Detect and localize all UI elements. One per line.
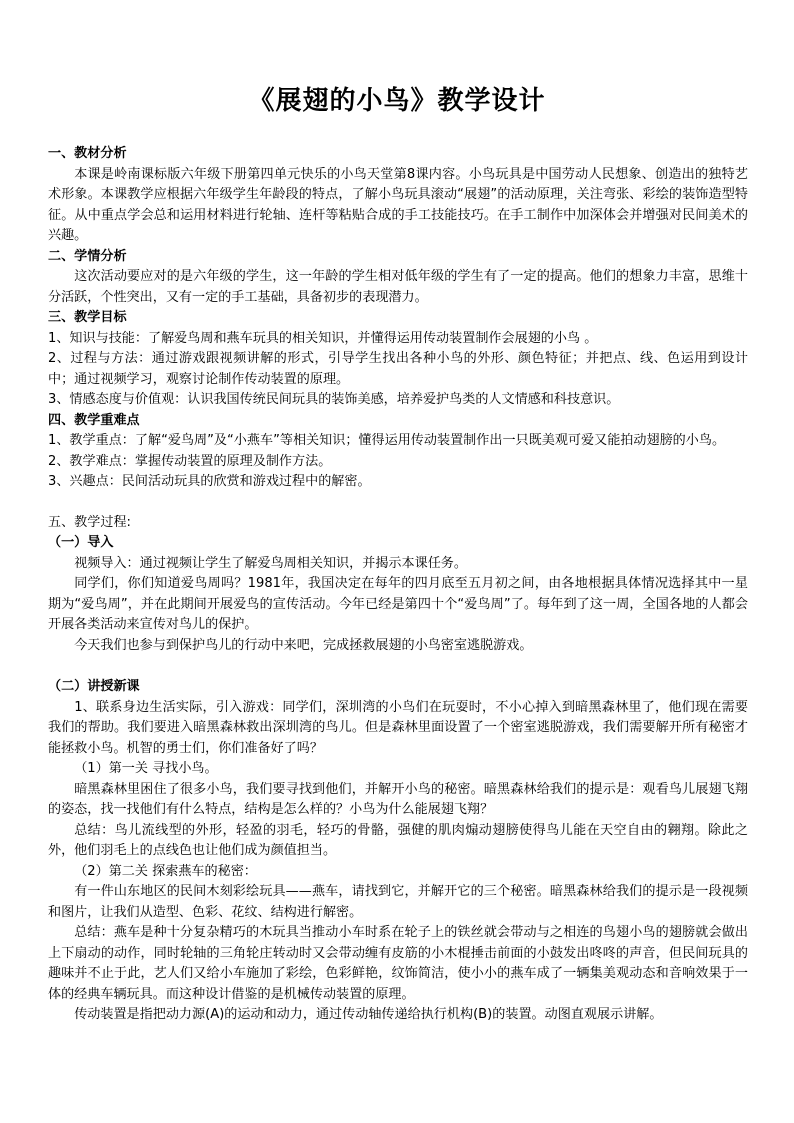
paragraph-new-lesson: 传动装置是指把动力源(A)的运动和动力，通过传动轴传递给执行机构(B)的装置。动图直观展示讲解。 [74,1007,663,1022]
paragraph-intro: 视频导入：通过视频让学生了解爱鸟周相关知识，并揭示本课任务。 [74,555,467,571]
document-body [48,144,748,1026]
section-heading-objectives: 三、教学目标 [48,310,127,325]
paragraph-new-lesson: 总结：燕车是种十分复杂精巧的木玩具当推动小车时系在轮子上的铁丝就会带动与之相连的鸟翅小鸟的翅膀就会做出上下扇动的动作，同时轮轴的三角轮庄转动时又会带动缠有皮筋的小木棍捶击前面的小鼓发出咚咚的声音，但民间玩具的趣味并不止于此，艺人们又给小车施加了彩绘，色彩鲜艳，纹饰简洁，使小小的燕车成了一辆集美观动态和音响效果于一体的经典车辆玩具。而这种设计借鉴的是机械传动装置的原理。 [48,925,748,1002]
section-heading-process: 五、教学过程: [48,514,131,530]
objective-item: 1、知识与技能：了解爱鸟周和燕车玩具的相关知识，并懂得运用传动装置制作会展翅的小鸟 。 [48,330,598,346]
key-point-item: 1、教学重点：了解“爱鸟周”及“小燕车”等相关知识；懂得运用传动装置制作出一只既美观可爱又能拍动翅膀的小鸟。 [48,433,726,448]
document-title: 《展翅的小鸟》教学设计 [248,86,546,116]
spacer [48,656,748,677]
paragraph-new-lesson: 1、联系身边生活实际，引入游戏：同学们，深圳湾的小鸟们在玩耍时，不小心掉入到暗黑森林里了，他们现在需要我们的帮助。我们要进入暗黑森林救出深圳湾的鸟儿。但是森林里面设置了一个密室逃脱游戏，我们需要解开所有秘密才能拯救小鸟。机智的勇士们，你们准备好了吗？ [48,699,748,756]
subsection-heading-new-lesson: （二）讲授新课 [48,679,140,694]
paragraph-new-lesson: 有一件山东地区的民间木刻彩绘玩具——燕车，请找到它，并解开它的三个秘密。暗黑森林给我们的提示是一段视频和图片，让我们从造型、色彩、花纹、结构进行解密。 [48,884,748,920]
paragraph-new-lesson: 总结：鸟儿流线型的外形，轻盈的羽毛，轻巧的骨骼，强健的肌肉煽动翅膀使得鸟儿能在天空自由的翱翔。除此之外，他们羽毛上的点线色也让他们成为颜值担当。 [48,822,748,858]
paragraph-intro: 同学们，你们知道爱鸟周吗？1981年，我国决定在每年的四月底至五月初之间，由各地根据具体情况选择其中一星期为“爱鸟周”，并在此期间开展爱鸟的宣传活动。今年已经是第四十个“爱鸟周”了。每年到了这一周，全国各地的人都会开展各类活动来宣传对鸟儿的保护。 [48,576,748,632]
objective-item: 3、情感态度与价值观：认识我国传统民间玩具的装饰美感，培养爱护鸟类的人文情感和科技意识。 [48,392,620,407]
level-heading: （2）第二关 探索燕车的秘密： [74,863,257,879]
paragraph-students: 这次活动要应对的是六年级的学生，这一年龄的学生相对低年级的学生有了一定的提高。他们的想象力丰富，思维十分活跃，个性突出，又有一定的手工基础，具备初步的表现潜力。 [48,269,748,305]
level-heading: （1）第一关 寻找小鸟。 [74,761,218,776]
objective-item: 2、过程与方法：通过游戏跟视频讲解的形式，引导学生找出各种小鸟的外形、颜色特征；并把点、线、色运用到设计中；通过视频学习，观察讨论制作传动装置的原理。 [48,351,748,387]
key-point-item: 3、兴趣点：民间活动玩具的欣赏和游戏过程中的解密。 [48,474,371,489]
section-heading-materials: 一、教材分析 [48,146,127,161]
key-point-item: 2、教学难点：掌握传动装置的原理及制作方法。 [48,453,332,469]
paragraph-intro: 今天我们也参与到保护鸟儿的行动中来吧，完成拯救展翅的小鸟密室逃脱游戏。 [74,637,533,653]
spacer [48,493,748,513]
subsection-heading-intro: （一）导入 [48,535,114,550]
paragraph-new-lesson: 暗黑森林里困住了很多小鸟，我们要寻找到他们，并解开小鸟的秘密。暗黑森林给我们的提示是：观看鸟儿展翅飞翔的姿态，找一找他们有什么特点，结构是怎么样的？小鸟为什么能展翅飞翔？ [48,781,748,817]
section-heading-key-points: 四、教学重难点 [48,412,140,428]
paragraph-materials: 本课是岭南课标版六年级下册第四单元快乐的小鸟天堂第8课内容。小鸟玩具是中国劳动人民想象、创造出的独特艺术形象。本课教学应根据六年级学生年龄段的特点，了解小鸟玩具滚动“展翅”的活动原理，关注弯张、彩绘的装饰造型特征。从中重点学会总和运用材料进行轮轴、连杆等粘贴合成的手工技能技巧。在手工制作中加深体会并增强对民间美术的兴趣。 [48,166,748,243]
section-heading-students: 二、学情分析 [48,248,127,264]
